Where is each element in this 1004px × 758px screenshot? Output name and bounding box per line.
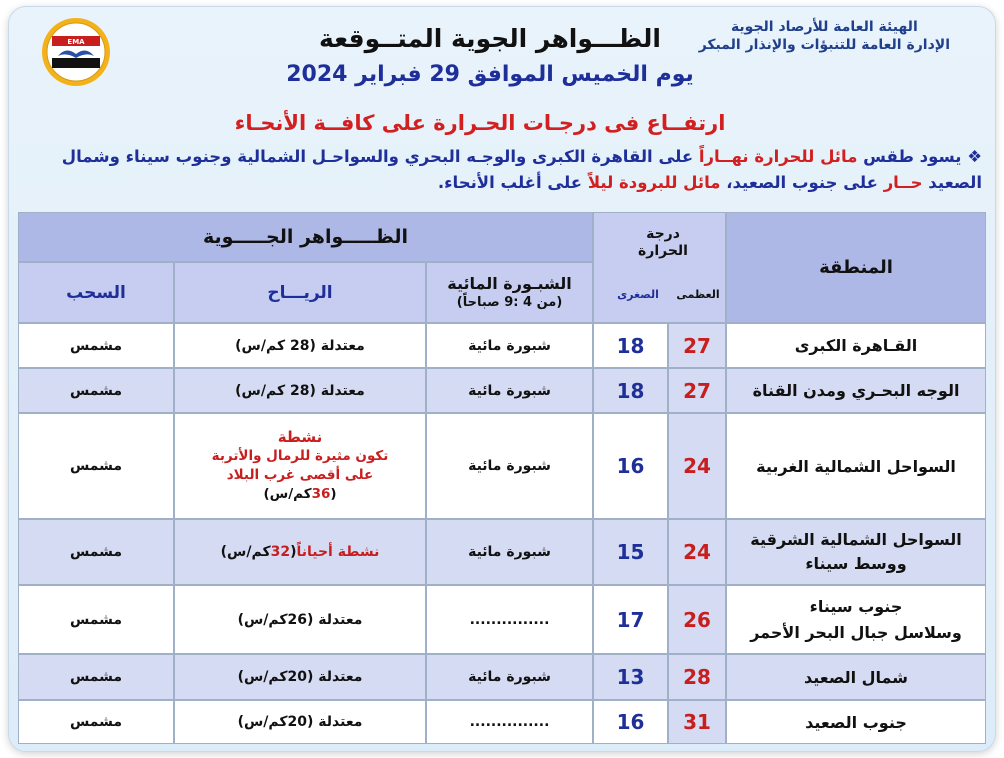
fog-header: الشبـورة المائية (من 4 :9 صباحاً) xyxy=(426,262,593,323)
region-cell: شمال الصعيد xyxy=(726,654,986,700)
clouds-cell: مشمس xyxy=(18,519,174,585)
org-department: الإدارة العامة للتنبؤات والإنذار المبكر xyxy=(698,37,950,53)
clouds-cell: مشمس xyxy=(18,413,174,519)
wind-cell: نشطة تكون مثيرة للرمال والأتربة على أقصى غرب البلاد (36كم/س) xyxy=(174,413,426,519)
svg-text:EMA: EMA xyxy=(67,38,85,46)
min-header: الصغرى xyxy=(617,288,659,301)
fog-cell: شبورة مائية xyxy=(426,323,593,368)
max-temp-cell: 24 xyxy=(668,519,726,585)
temperature-header-label: درجة الحرارة xyxy=(638,226,688,259)
min-temp-cell: 15 xyxy=(593,519,668,585)
fog-cell: شبورة مائية xyxy=(426,413,593,519)
max-temp-cell: 27 xyxy=(668,323,726,368)
min-temp-cell: 13 xyxy=(593,654,668,700)
wind-cell: معتدلة (26كم/س) xyxy=(174,585,426,654)
page-title: الظـــواهر الجوية المتــوقعة xyxy=(318,24,661,53)
wind-cell: معتدلة (28 كم/س) xyxy=(174,323,426,368)
region-cell: جنوب الصعيد xyxy=(726,700,986,744)
forecast-date: يوم الخميس الموافق 29 فبراير 2024 xyxy=(286,62,694,87)
forecast-summary: ❖ يسود طقس مائل للحرارة نهــاراً على القاهرة الكبرى والوجـه البحري والسواحـل الشمالية وجنوب سيناء وشمال الصعيد حــار على جنوب الصعيد، مائل للبرودة ليلاً على أغلب الأنحاء. xyxy=(61,147,982,192)
fog-cell: ............... xyxy=(426,700,593,744)
min-temp-cell: 17 xyxy=(593,585,668,654)
wind-cell: نشطة أحياناً ( 32 كم/س) xyxy=(174,519,426,585)
region-cell: القـاهرة الكبرى xyxy=(726,323,986,368)
max-temp-cell: 24 xyxy=(668,413,726,519)
bullet-icon: ❖ xyxy=(967,147,982,166)
region-cell: السواحل الشمالية الشرقية ووسط سيناء xyxy=(726,519,986,585)
wind-cell: معتدلة (28 كم/س) xyxy=(174,368,426,413)
min-temp-cell: 18 xyxy=(593,323,668,368)
fog-cell: شبورة مائية xyxy=(426,654,593,700)
max-header: العظمى xyxy=(676,288,720,301)
region-header: المنطقة xyxy=(726,212,986,323)
wind-cell: معتدلة (20كم/س) xyxy=(174,700,426,744)
max-temp-cell: 28 xyxy=(668,654,726,700)
clouds-cell: مشمس xyxy=(18,700,174,744)
fog-cell: شبورة مائية xyxy=(426,519,593,585)
wind-header: الريـــاح xyxy=(174,262,426,323)
headline: ارتفــاع فى درجـات الحـرارة على كافــة الأنحـاء xyxy=(234,111,726,135)
max-temp-cell: 31 xyxy=(668,700,726,744)
wind-cell: معتدلة (20كم/س) xyxy=(174,654,426,700)
min-temp-cell: 18 xyxy=(593,368,668,413)
clouds-cell: مشمس xyxy=(18,368,174,413)
forecast-table xyxy=(18,212,986,744)
fog-cell: ............... xyxy=(426,585,593,654)
clouds-header: السحب xyxy=(18,262,174,323)
region-cell: الوجه البحـري ومدن القناة xyxy=(726,368,986,413)
min-temp-cell: 16 xyxy=(593,413,668,519)
fog-cell: شبورة مائية xyxy=(426,368,593,413)
org-name: الهيئة العامة للأرصاد الجوية xyxy=(730,19,918,35)
clouds-cell: مشمس xyxy=(18,654,174,700)
clouds-cell: مشمس xyxy=(18,585,174,654)
clouds-cell: مشمس xyxy=(18,323,174,368)
max-temp-cell: 27 xyxy=(668,368,726,413)
min-temp-cell: 16 xyxy=(593,700,668,744)
region-cell: السواحل الشمالية الغربية xyxy=(726,413,986,519)
max-temp-cell: 26 xyxy=(668,585,726,654)
phenomena-header: الظـــــواهر الجـــــوية xyxy=(18,212,593,262)
region-cell: جنوب سيناء وسلاسل جبال البحر الأحمر xyxy=(726,585,986,654)
egyptian-meteorological-authority-logo-icon xyxy=(40,16,112,88)
